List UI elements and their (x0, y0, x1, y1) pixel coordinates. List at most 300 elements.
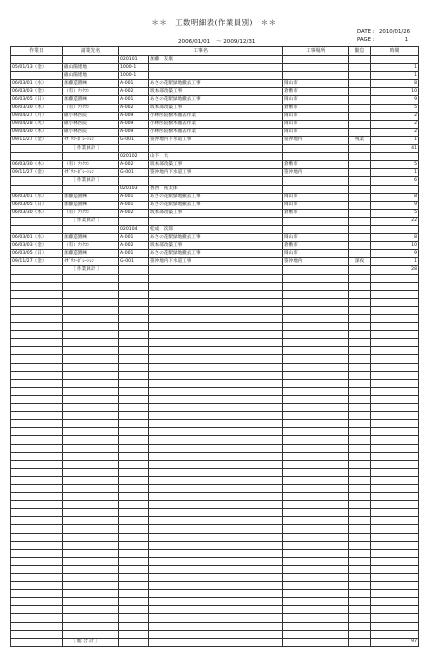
empty-cell (63, 606, 119, 614)
empty-cell (371, 274, 419, 282)
job-location: 笹沖地内 (283, 169, 349, 177)
attendance (349, 104, 371, 112)
blank-row (11, 525, 419, 533)
empty-cell (149, 501, 283, 509)
empty-cell (349, 525, 371, 533)
empty-cell (63, 387, 119, 395)
hours: 1 (371, 64, 419, 72)
empty-cell (149, 541, 283, 549)
empty-cell (149, 574, 283, 582)
empty-cell (371, 468, 419, 476)
empty-cell (149, 549, 283, 557)
empty-cell (371, 557, 419, 565)
hours: 10 (371, 88, 419, 96)
empty-cell (119, 355, 149, 363)
empty-cell (371, 315, 419, 323)
empty-cell (283, 331, 349, 339)
work-date: 09/11/27（金） (11, 258, 63, 266)
empty-cell (283, 436, 349, 444)
job-name (149, 72, 283, 80)
empty-cell (11, 371, 63, 379)
blank-row (11, 274, 419, 282)
empty-cell (149, 282, 283, 290)
empty-cell (283, 590, 349, 598)
empty-cell (283, 541, 349, 549)
empty-cell (119, 217, 149, 225)
empty-cell (119, 395, 149, 403)
work-date: 09/04/27（月） (11, 112, 63, 120)
blank-row (11, 541, 419, 549)
empty-cell (149, 614, 283, 622)
table-row (11, 128, 419, 136)
empty-cell (11, 565, 63, 573)
worker-subtotal-row (11, 217, 419, 225)
empty-cell (63, 460, 119, 468)
table-row (11, 112, 419, 120)
empty-cell (11, 533, 63, 541)
empty-cell (283, 371, 349, 379)
empty-cell (283, 274, 349, 282)
empty-cell (119, 614, 149, 622)
empty-cell (349, 185, 371, 193)
empty-cell (283, 56, 349, 64)
empty-cell (119, 460, 149, 468)
job-code: G-001 (119, 258, 149, 266)
empty-cell (371, 598, 419, 606)
empty-cell (371, 476, 419, 484)
empty-cell (119, 387, 149, 395)
worker-code: 020103 (119, 185, 149, 193)
client-name: 䧺山陽建地 (63, 72, 119, 80)
empty-cell (119, 379, 149, 387)
table-row (11, 234, 419, 242)
table-row (11, 209, 419, 217)
empty-cell (149, 476, 283, 484)
empty-cell (349, 590, 371, 598)
empty-cell (349, 290, 371, 298)
blank-row (11, 331, 419, 339)
empty-cell (371, 290, 419, 298)
empty-cell (371, 404, 419, 412)
work-date: 06/03/30（木） (11, 161, 63, 169)
empty-cell (149, 525, 283, 533)
empty-cell (63, 549, 119, 557)
job-name: 笹沖地内下水道工事 (149, 258, 283, 266)
empty-cell (149, 387, 283, 395)
empty-cell (119, 282, 149, 290)
empty-cell (63, 282, 119, 290)
empty-cell (371, 339, 419, 347)
job-code: G-001 (119, 169, 149, 177)
blank-row (11, 444, 419, 452)
empty-cell (149, 420, 283, 428)
subtotal-hours: 41 (371, 145, 419, 153)
attendance: 深夜 (349, 258, 371, 266)
client-name: 䧺小林医院 (63, 112, 119, 120)
empty-cell (63, 517, 119, 525)
blank-row (11, 460, 419, 468)
blank-row (11, 614, 419, 622)
empty-cell (283, 452, 349, 460)
empty-cell (63, 468, 119, 476)
empty-cell (349, 323, 371, 331)
empty-cell (283, 428, 349, 436)
empty-cell (63, 493, 119, 501)
hours: 1 (371, 136, 419, 144)
empty-cell (119, 525, 149, 533)
empty-cell (349, 484, 371, 492)
blank-row (11, 379, 419, 387)
empty-cell (63, 574, 119, 582)
empty-cell (283, 355, 349, 363)
empty-cell (119, 598, 149, 606)
empty-cell (11, 582, 63, 590)
empty-cell (11, 306, 63, 314)
attendance (349, 234, 371, 242)
empty-cell (11, 484, 63, 492)
subtotal-hours: 28 (371, 266, 419, 274)
empty-cell (11, 444, 63, 452)
empty-cell (63, 355, 119, 363)
empty-cell (349, 517, 371, 525)
attendance (349, 161, 371, 169)
empty-cell (349, 622, 371, 630)
job-location: 倉敷市 (283, 104, 349, 112)
subtotal-label: ［ 作業員計 ］ (63, 217, 119, 225)
worker-name: 山下 大 (149, 153, 283, 161)
subtotal-label: ［ 作業員計 ］ (63, 266, 119, 274)
empty-cell (283, 363, 349, 371)
hours: 5 (371, 161, 419, 169)
hours: 9 (371, 201, 419, 209)
empty-cell (119, 582, 149, 590)
page-number (357, 37, 408, 43)
empty-cell (349, 420, 371, 428)
client-name: 加藤造園㈱ (63, 234, 119, 242)
empty-cell (149, 145, 283, 153)
empty-cell (119, 638, 149, 646)
empty-cell (283, 638, 349, 646)
work-date: 09/04/30（木） (11, 128, 63, 136)
empty-cell (149, 290, 283, 298)
job-location: 倉敷市 (283, 209, 349, 217)
empty-cell (349, 395, 371, 403)
job-name: 小林医院樹木撤去作業 (149, 128, 283, 136)
empty-cell (283, 347, 349, 355)
empty-cell (371, 484, 419, 492)
empty-cell (11, 574, 63, 582)
job-code: A-001 (119, 96, 149, 104)
empty-cell (283, 606, 349, 614)
hours: 5 (371, 209, 419, 217)
empty-cell (349, 306, 371, 314)
blank-row (11, 298, 419, 306)
blank-row (11, 355, 419, 363)
empty-cell (149, 266, 283, 274)
empty-cell (283, 501, 349, 509)
empty-cell (371, 622, 419, 630)
empty-cell (349, 266, 371, 274)
empty-cell (349, 145, 371, 153)
empty-cell (63, 476, 119, 484)
empty-cell (119, 630, 149, 638)
table-row (11, 161, 419, 169)
empty-cell (11, 185, 63, 193)
work-date: 06/03/05（日） (11, 250, 63, 258)
empty-cell (349, 509, 371, 517)
empty-cell (63, 630, 119, 638)
empty-cell (349, 298, 371, 306)
empty-cell (149, 298, 283, 306)
blank-row (11, 476, 419, 484)
worker-subtotal-row (11, 266, 419, 274)
table-row (11, 88, 419, 96)
empty-cell (119, 436, 149, 444)
job-code: A-001 (119, 250, 149, 258)
work-date (11, 72, 63, 80)
job-location: 岡山市 (283, 120, 349, 128)
empty-cell (283, 379, 349, 387)
col-hours: 時間 (371, 47, 419, 56)
empty-cell (11, 622, 63, 630)
job-code: A-001 (119, 80, 149, 88)
empty-cell (119, 517, 149, 525)
job-name: 坂本部改築工事 (149, 209, 283, 217)
empty-cell (283, 185, 349, 193)
job-name: 小林医院樹木撤去作業 (149, 112, 283, 120)
attendance (349, 88, 371, 96)
attendance (349, 201, 371, 209)
col-job: 工事名 (119, 47, 283, 56)
attendance (349, 193, 371, 201)
table-header (11, 47, 419, 56)
report-title: ＊＊ 工数明細表(作業員別) ＊＊ (151, 18, 277, 27)
empty-cell (283, 509, 349, 517)
table-row (11, 193, 419, 201)
table-row (11, 80, 419, 88)
job-name: 笹沖地内下水道工事 (149, 136, 283, 144)
empty-cell (371, 501, 419, 509)
empty-cell (371, 565, 419, 573)
empty-cell (119, 501, 149, 509)
empty-cell (349, 541, 371, 549)
client-name: 䧺山陽建地 (63, 64, 119, 72)
job-code: A-009 (119, 112, 149, 120)
empty-cell (371, 452, 419, 460)
empty-cell (63, 290, 119, 298)
empty-cell (11, 420, 63, 428)
worker-header-row (11, 185, 419, 193)
empty-cell (149, 306, 283, 314)
client-name: ｲｻﾞﾜｺｰﾎﾟﾚｰｼｮﾝ (63, 169, 119, 177)
empty-cell (371, 306, 419, 314)
empty-cell (149, 444, 283, 452)
job-location: 岡山市 (283, 128, 349, 136)
empty-cell (283, 517, 349, 525)
grand-total-label: ［ 総 合 計 ］ (63, 638, 119, 646)
empty-cell (371, 395, 419, 403)
empty-cell (119, 145, 149, 153)
empty-cell (11, 493, 63, 501)
blank-row (11, 630, 419, 638)
empty-cell (11, 436, 63, 444)
work-date: 06/03/30（木） (11, 104, 63, 112)
empty-cell (11, 509, 63, 517)
work-date: 09/11/27（金） (11, 169, 63, 177)
empty-cell (283, 493, 349, 501)
empty-cell (119, 541, 149, 549)
empty-cell (149, 638, 283, 646)
empty-cell (119, 533, 149, 541)
empty-cell (349, 315, 371, 323)
attendance: 残業 (349, 136, 371, 144)
date-label: DATE : (357, 29, 375, 35)
empty-cell (119, 371, 149, 379)
empty-cell (119, 274, 149, 282)
worker-name: 松成 次郎 (149, 225, 283, 233)
attendance (349, 209, 371, 217)
empty-cell (63, 153, 119, 161)
empty-cell (11, 395, 63, 403)
empty-cell (63, 565, 119, 573)
empty-cell (349, 347, 371, 355)
empty-cell (11, 145, 63, 153)
blank-row (11, 323, 419, 331)
empty-cell (283, 525, 349, 533)
empty-cell (149, 517, 283, 525)
empty-cell (63, 590, 119, 598)
page-label: PAGE : (357, 37, 375, 43)
hours: 1 (371, 169, 419, 177)
client-name: 加藤造園㈱ (63, 80, 119, 88)
empty-cell (349, 339, 371, 347)
empty-cell (349, 428, 371, 436)
empty-cell (283, 177, 349, 185)
empty-cell (349, 574, 371, 582)
blank-row (11, 549, 419, 557)
empty-cell (349, 444, 371, 452)
empty-cell (119, 315, 149, 323)
empty-cell (63, 444, 119, 452)
client-name: （有）ﾌｧｸｺﾝ (63, 88, 119, 96)
blank-row (11, 452, 419, 460)
empty-cell (119, 493, 149, 501)
empty-cell (11, 217, 63, 225)
empty-cell (371, 379, 419, 387)
empty-cell (11, 541, 63, 549)
empty-cell (119, 549, 149, 557)
work-date: 06/03/01（水） (11, 80, 63, 88)
work-date: 06/03/01（水） (11, 234, 63, 242)
empty-cell (349, 557, 371, 565)
blank-row (11, 436, 419, 444)
empty-cell (11, 614, 63, 622)
empty-cell (119, 266, 149, 274)
table-row (11, 120, 419, 128)
empty-cell (149, 347, 283, 355)
empty-cell (283, 622, 349, 630)
work-date: 06/03/03（金） (11, 242, 63, 250)
empty-cell (349, 582, 371, 590)
client-name: ｲｻﾞﾜｺｰﾎﾟﾚｰｼｮﾝ (63, 258, 119, 266)
blank-row (11, 501, 419, 509)
attendance (349, 112, 371, 120)
empty-cell (149, 379, 283, 387)
empty-cell (149, 509, 283, 517)
empty-cell (119, 622, 149, 630)
empty-cell (283, 484, 349, 492)
blank-row (11, 590, 419, 598)
job-location: 岡山市 (283, 193, 349, 201)
empty-cell (371, 517, 419, 525)
empty-cell (349, 614, 371, 622)
job-location (283, 72, 349, 80)
empty-cell (63, 225, 119, 233)
empty-cell (119, 476, 149, 484)
empty-cell (119, 468, 149, 476)
empty-cell (371, 460, 419, 468)
table-row (11, 258, 419, 266)
table-row (11, 201, 419, 209)
empty-cell (349, 468, 371, 476)
empty-cell (283, 582, 349, 590)
empty-cell (371, 541, 419, 549)
empty-cell (283, 323, 349, 331)
empty-cell (63, 315, 119, 323)
empty-cell (149, 323, 283, 331)
job-code: A-002 (119, 209, 149, 217)
empty-cell (11, 282, 63, 290)
empty-cell (119, 404, 149, 412)
empty-cell (11, 404, 63, 412)
empty-cell (283, 614, 349, 622)
job-name: あさの花駅緑地撤去工事 (149, 250, 283, 258)
empty-cell (283, 565, 349, 573)
empty-cell (63, 614, 119, 622)
empty-cell (63, 598, 119, 606)
empty-cell (63, 298, 119, 306)
work-date: 06/03/05（日） (11, 96, 63, 104)
client-name: 加藤造園㈱ (63, 250, 119, 258)
empty-cell (371, 582, 419, 590)
empty-cell (11, 387, 63, 395)
empty-cell (63, 274, 119, 282)
empty-cell (149, 217, 283, 225)
table-row (11, 136, 419, 144)
job-location: 倉敷市 (283, 242, 349, 250)
empty-cell (119, 331, 149, 339)
empty-cell (11, 363, 63, 371)
job-code: A-001 (119, 193, 149, 201)
empty-cell (283, 549, 349, 557)
empty-cell (349, 501, 371, 509)
client-name: （有）ﾌｧｸｺﾝ (63, 161, 119, 169)
attendance (349, 96, 371, 104)
empty-cell (283, 339, 349, 347)
empty-cell (119, 590, 149, 598)
hours: 8 (371, 193, 419, 201)
empty-cell (63, 484, 119, 492)
work-date: 06/03/05（日） (11, 201, 63, 209)
empty-cell (149, 363, 283, 371)
empty-cell (371, 298, 419, 306)
empty-cell (63, 306, 119, 314)
attendance (349, 72, 371, 80)
empty-cell (371, 590, 419, 598)
empty-cell (63, 509, 119, 517)
hours: 8 (371, 234, 419, 242)
empty-cell (119, 298, 149, 306)
